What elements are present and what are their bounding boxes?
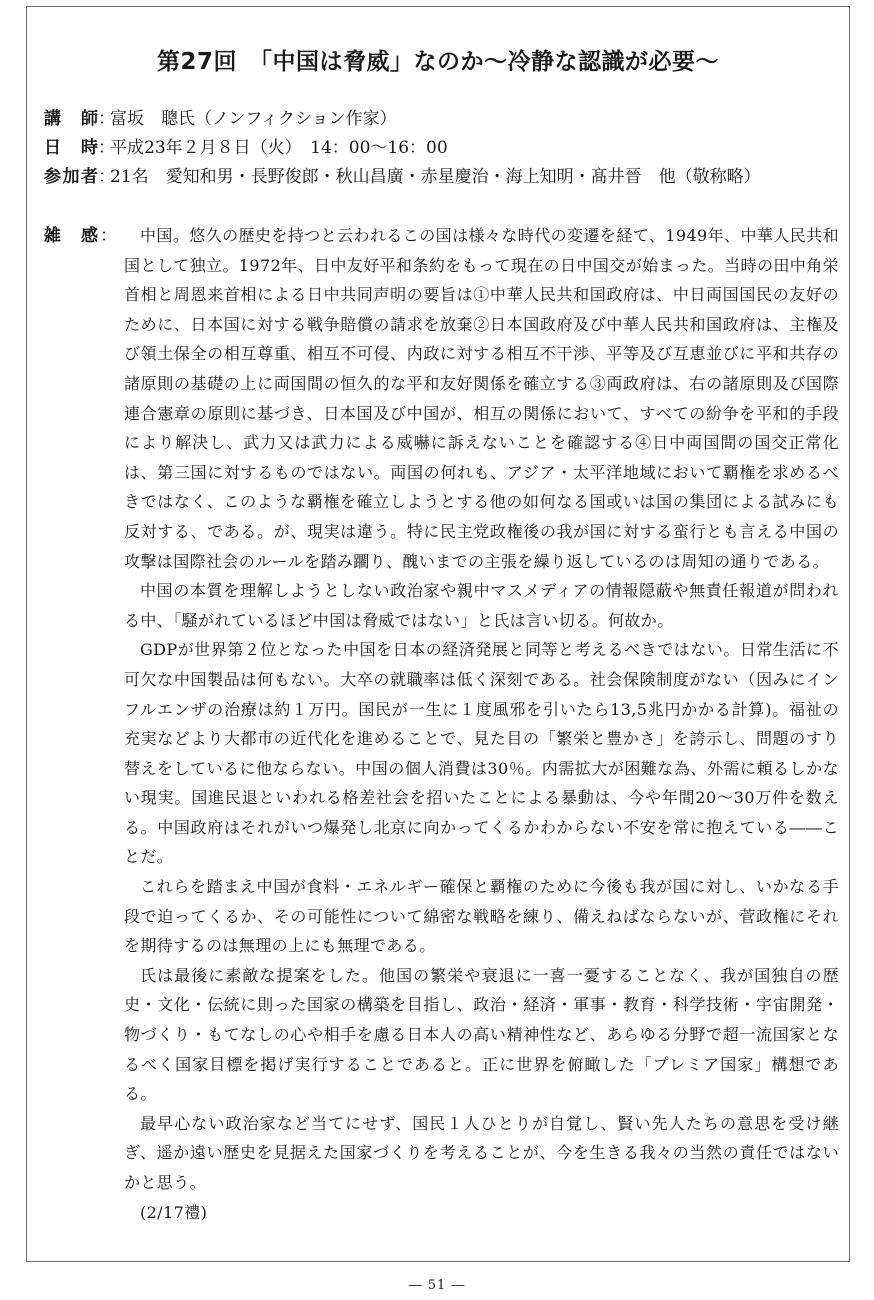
impressions-label: 雑感: [44, 226, 98, 246]
date-label: 日時: [44, 138, 98, 158]
impressions-colon: ：: [100, 226, 117, 246]
paragraph: 中国。悠久の歴史を持つと云われるこの国は様々な時代の変遷を経て、1949年、中華人民共和国として独立。1972年、日中友好平和条約をもって現在の日中国交が始まった。当時の田中角栄首相と周恩来首相による日中共同声明の要旨は①中華人民共和国政府は、中日両国国民の友好のために、日本国に対する戦争賠償の請求を放棄②日本国政府及び中華人民共和国政府は、主権及び領土保全の相互尊重、相互不可侵、内政に対する相互不干渉、平等及び互恵並びに平和共存の諸原則の基礎の上に両国間の恒久的な平和友好関係を確立する③両政府は、右の諸原則及び国際連合憲章の原則に基づき、日本国及び中国が、相互の関係において、すべての紛争を平和的手段により解決し、武力又は武力による威嚇に訴えないことを確認する④日中両国間の国交正常化は、第三国に対するものではない。両国の何れも、アジア・太平洋地域において覇権を求めるべきではなく、このような覇権を確立しようとする他の如何なる国或いは国の集団による試みにも反対する、である。が、現実は違う。特に民主党政権後の我が国に対する蛮行とも言える中国の攻撃は国際社会のルールを踏み躙り、醜いまでの主張を繰り返しているのは周知の通りである。: [124, 226, 839, 571]
page-title: 第27回 「中国は脅威」なのか～冷静な認識が必要～: [156, 49, 719, 75]
page-frame: [26, 6, 850, 1262]
participants-colon: ：: [98, 167, 115, 187]
participants-value: 21名 愛知和男・長野俊郎・秋山昌廣・赤星慶治・海上知明・髙井晉 他（敬称略）: [110, 167, 761, 187]
paragraph: 中国の本質を理解しようとしない政治家や親中マスメディアの情報隠蔽や無責任報道が問われる中、「騒がれているほど中国は脅威ではない」と氏は言い切る。何故か。: [124, 581, 839, 630]
paragraph: GDPが世界第２位となった中国を日本の経済発展と同等と考えるべきではない。日常生活に不可欠な中国製品は何もない。大卒の就職率は低く深刻である。社会保険制度がない（因みにインフルエンザの治療は約１万円。国民が一生に１度風邪を引いたら13,5兆円かかる計算)。福祉の充実などより大都市の近代化を進めることで、見た目の「繁栄と豊かさ」を誇示し、問題のすり替えをしているに他ならない。中国の個人消費は30％。内需拡大が困難な為、外需に頼るしかない現実。国進民退といわれる格差社会を招いたことによる暴動は、今や年間20～30万件を数える。中国政府はそれがいつ爆発し北京に向かってくるかわからない不安を常に抱えている――ことだ。: [124, 640, 839, 867]
participants-row: [44, 163, 834, 192]
impressions-body: [124, 221, 839, 1227]
lecturer-label: 講師: [44, 109, 98, 129]
lecturer-row: [44, 105, 834, 134]
meeting-info: [44, 105, 834, 192]
paragraph: 氏は最後に素敵な提案をした。他国の繁栄や衰退に一喜一憂することなく、我が国独自の歴史・文化・伝統に則った国家の構築を目指し、政治・経済・軍事・教育・科学技術・宇宙開発・物づくり・もてなしの心や相手を慮る日本人の高い精神性など、あらゆる分野で超一流国家となるべく国家目標を掲げ実行することであると。正に世界を俯瞰した「プレミア国家」構想である。: [124, 965, 839, 1104]
date-value: 平成23年２月８日（火） 14：00～16：00: [110, 138, 448, 158]
lecturer-colon: ：: [98, 109, 115, 129]
lecturer-value: 富坂 聰氏（ノンフィクション作家）: [110, 109, 397, 129]
paragraph: 最早心ない政治家など当てにせず、国民１人ひとりが自覚し、賢い先人たちの意思を受け継ぎ、遥か遠い歴史を見据えた国家づくりを考えることが、今を生きる我々の当然の責任ではないかと思う。: [124, 1113, 839, 1192]
author-signature: (2/17禮): [140, 1202, 208, 1222]
date-colon: ：: [98, 138, 115, 158]
paragraph: これらを踏まえ中国が食料・エネルギー確保と覇権のために今後も我が国に対し、いかなる手段で迫ってくるか、その可能性について綿密な戦略を練り、備えねばならないが、菅政権にそれを期待するのは無理の上にも無理である。: [124, 877, 839, 956]
date-row: [44, 134, 834, 163]
participants-label: 参加者: [44, 167, 98, 187]
page-number: ― 51 ―: [408, 1278, 466, 1293]
